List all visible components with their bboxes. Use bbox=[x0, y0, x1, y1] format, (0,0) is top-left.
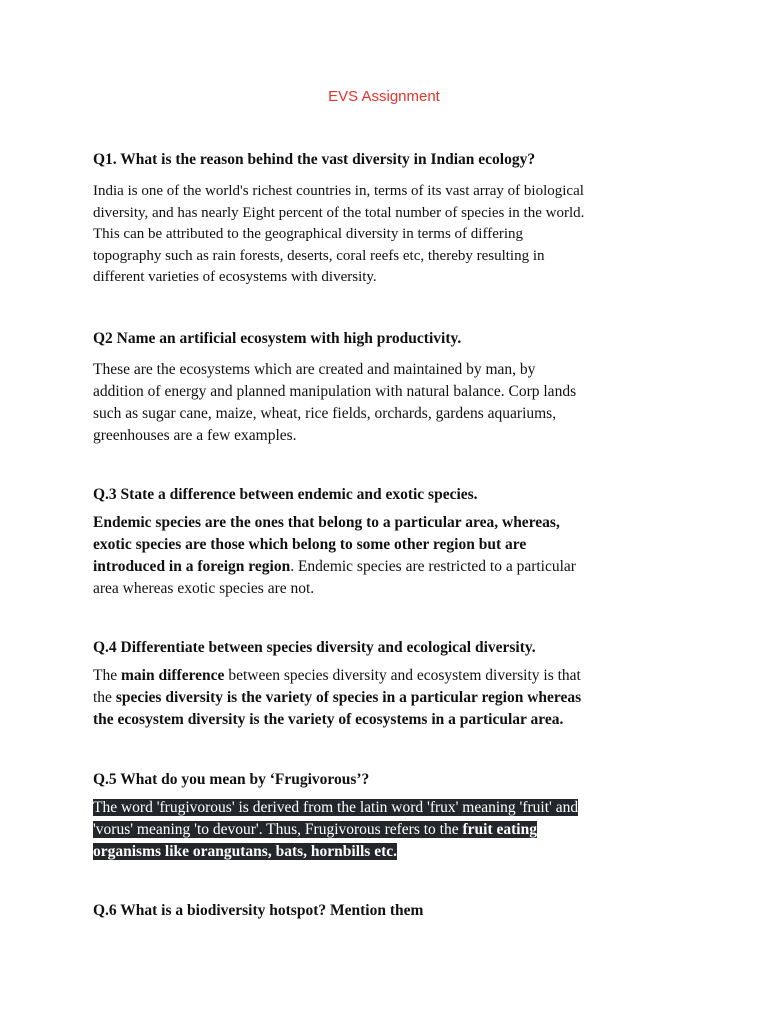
question-4: Q.4 Differentiate between species diversity and ecological diversity. bbox=[93, 639, 536, 656]
answer-5-bold-line: organisms like orangutans, bats, hornbills etc. bbox=[93, 843, 398, 860]
answer-1 bbox=[93, 181, 673, 289]
answer-2-line: addition of energy and planned manipulation with natural balance. Corp lands bbox=[93, 383, 577, 400]
answer-4-text: The bbox=[93, 667, 121, 684]
question-5: Q.5 What do you mean by ‘Frugivorous’? bbox=[93, 771, 370, 788]
answer-1-line: different varieties of ecosystems with diversity. bbox=[93, 269, 377, 285]
answer-5-line: The word 'frugivorous' is derived from the latin word 'frux' meaning 'fruit' and bbox=[93, 799, 579, 816]
answer-1-line: This can be attributed to the geographical diversity in terms of differing bbox=[93, 226, 524, 242]
answer-4-text: the bbox=[93, 689, 116, 706]
answer-4-bold-line: the ecosystem diversity is the variety of ecosystems in a particular area. bbox=[93, 711, 564, 728]
answer-3-bold-line: exotic species are those which belong to some other region but are bbox=[93, 536, 527, 553]
answer-2-line: These are the ecosystems which are created and maintained by man, by bbox=[93, 361, 536, 378]
answer-3 bbox=[93, 512, 673, 600]
answer-3-text: . Endemic species are restricted to a particular bbox=[290, 558, 576, 575]
answer-4-bold-phrase: main difference bbox=[120, 667, 225, 684]
question-3: Q.3 State a difference between endemic and exotic species. bbox=[93, 486, 478, 503]
question-2: Q2 Name an artificial ecosystem with high productivity. bbox=[93, 330, 462, 347]
answer-3-bold-phrase: introduced in a foreign region bbox=[93, 558, 291, 575]
answer-1-line: India is one of the world's richest countries in, terms of its vast array of biological bbox=[93, 183, 584, 199]
answer-1-line: topography such as rain forests, deserts, coral reefs etc, thereby resulting in bbox=[93, 247, 545, 264]
answer-2-line: such as sugar cane, maize, wheat, rice fields, orchards, gardens aquariums, bbox=[93, 405, 557, 422]
question-1: Q1. What is the reason behind the vast diversity in Indian ecology? bbox=[93, 151, 536, 168]
answer-1-line: diversity, and has nearly Eight percent of the total number of species in the world. bbox=[93, 204, 585, 221]
answer-3-bold-line: Endemic species are the ones that belong to a particular area, whereas, bbox=[93, 514, 560, 531]
answer-4 bbox=[93, 665, 673, 731]
answer-4-bold-phrase: species diversity is the variety of species in a particular region whereas bbox=[115, 689, 582, 706]
answer-5-text: 'vorus' meaning 'to devour'. Thus, Frugivorous refers to the bbox=[93, 821, 463, 838]
answer-4-text: between species diversity and ecosystem diversity is that bbox=[224, 667, 581, 684]
answer-5-bold-phrase: fruit eating bbox=[462, 821, 537, 838]
answer-3-line: area whereas exotic species are not. bbox=[93, 580, 315, 597]
answer-5-highlighted bbox=[93, 797, 673, 863]
page-title: EVS Assignment bbox=[328, 88, 440, 105]
question-6: Q.6 What is a biodiversity hotspot? Mention them bbox=[93, 902, 424, 919]
answer-2 bbox=[93, 359, 673, 447]
answer-2-line: greenhouses are a few examples. bbox=[93, 427, 297, 444]
